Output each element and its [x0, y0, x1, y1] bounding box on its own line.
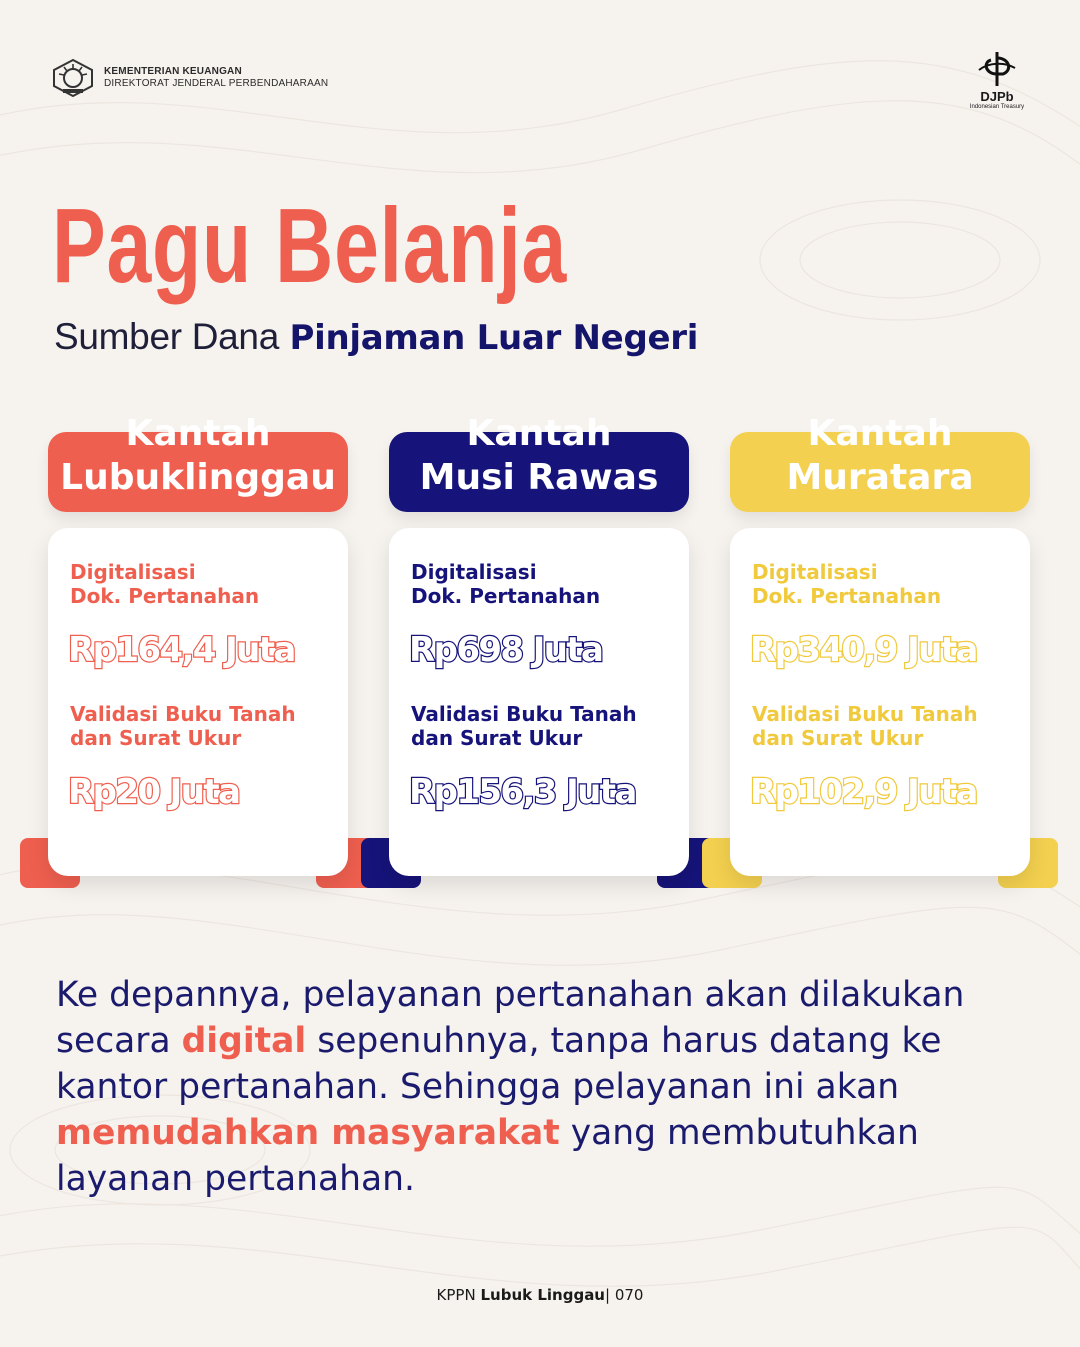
description-text-3: yang membutuhkan layanan pertanahan. [56, 1113, 919, 1199]
directorate-name: DIREKTORAT JENDERAL PERBENDAHARAAN [104, 78, 329, 89]
office-name: Kantah Muratara [786, 413, 974, 498]
office-header-pill [48, 413, 348, 512]
office-name: Kantah Musi Rawas [419, 413, 659, 498]
validation-amount: Rp102,9 Juta [750, 772, 977, 812]
page-title: Pagu Belanja [52, 187, 568, 305]
ministry-emblem-icon [50, 56, 96, 100]
validation-label: Validasi Buku Tanah dan Surat Ukur [70, 702, 296, 750]
footer-credit [0, 1286, 1080, 1304]
validation-label: Validasi Buku Tanah dan Surat Ukur [752, 702, 978, 750]
djpb-name: DJPb [980, 89, 1014, 104]
budget-card [389, 528, 689, 876]
djpb-logo [962, 48, 1032, 111]
description-paragraph [56, 972, 1046, 1202]
validation-amount: Rp20 Juta [68, 772, 240, 812]
djpb-tagline: Indonesian Treasury [969, 104, 1025, 110]
office-header-pill [389, 413, 689, 512]
digitalization-label: Digitalisasi Dok. Pertanahan [752, 560, 942, 608]
digitalization-label: Digitalisasi Dok. Pertanahan [411, 560, 601, 608]
office-column-lubuklinggau [48, 413, 348, 892]
description-highlight-benefit: memudahkan masyarakat [56, 1113, 560, 1153]
office-name: Kantah Lubuklinggau [60, 413, 336, 498]
office-column-musi-rawas [389, 413, 689, 892]
budget-card [48, 528, 348, 876]
description-highlight-digital: digital [181, 1021, 307, 1061]
subtitle-prefix: Sumber Dana [54, 316, 279, 357]
office-column-muratara [730, 413, 1030, 892]
footer-code: | 070 [605, 1286, 644, 1304]
description-text-1: Ke depannya, pelayanan pertanahan akan dilakukan secara [56, 975, 965, 1061]
description-text-2: sepenuhnya, tanpa harus datang ke kantor pertanahan. Sehingga pelayanan ini akan [56, 1021, 942, 1107]
ministry-header [50, 56, 328, 100]
validation-label: Validasi Buku Tanah dan Surat Ukur [411, 702, 637, 750]
digitalization-amount: Rp340,9 Juta [750, 630, 977, 670]
ministry-name: KEMENTERIAN KEUANGAN [104, 66, 242, 77]
subtitle-emphasis: Pinjaman Luar Negeri [289, 318, 699, 358]
office-header-pill [730, 413, 1030, 512]
footer-office: Lubuk Linggau [480, 1286, 605, 1304]
page-subtitle [54, 316, 698, 358]
digitalization-amount: Rp164,4 Juta [68, 630, 295, 670]
budget-card [730, 528, 1030, 876]
validation-amount: Rp156,3 Juta [409, 772, 636, 812]
footer-prefix: KPPN [436, 1286, 476, 1304]
djpb-logo-icon [975, 48, 1019, 90]
digitalization-amount: Rp698 Juta [409, 630, 603, 670]
digitalization-label: Digitalisasi Dok. Pertanahan [70, 560, 260, 608]
